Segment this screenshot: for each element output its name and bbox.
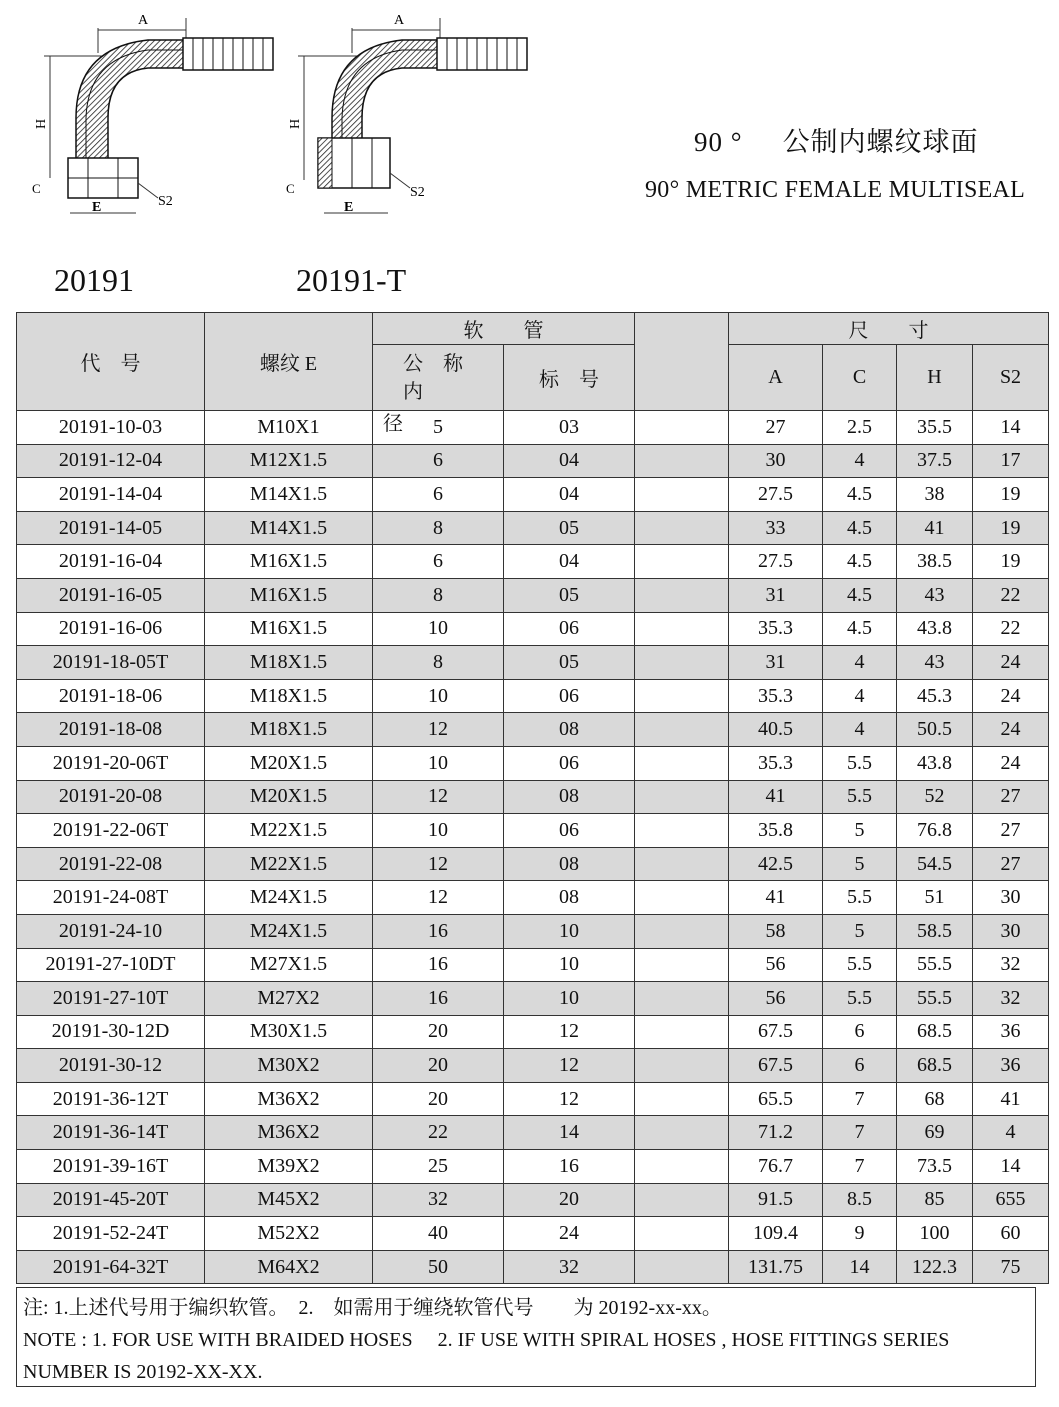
cell-thread: M14X1.5	[205, 478, 373, 512]
table-row	[17, 1217, 1049, 1251]
cell-hose-id: 10	[373, 814, 504, 848]
cell-blank	[635, 780, 729, 814]
cell-hose-dash: 04	[504, 444, 635, 478]
cell-a: 40.5	[729, 713, 823, 747]
model-number-20191-t: 20191-T	[296, 262, 407, 298]
cell-a: 41	[729, 780, 823, 814]
cell-hose-id: 40	[373, 1217, 504, 1251]
title-cn-text: 公制内螺纹球面	[782, 127, 979, 157]
cell-code: 20191-30-12	[17, 1049, 205, 1083]
cell-h: 43	[897, 578, 973, 612]
cell-s2: 60	[973, 1217, 1049, 1251]
cell-c: 8.5	[823, 1183, 897, 1217]
dim-s2-label: S2	[158, 194, 173, 209]
cell-hose-dash: 10	[504, 914, 635, 948]
title-chinese	[694, 120, 979, 159]
cell-h: 52	[897, 780, 973, 814]
dim-s2-label: S2	[410, 185, 425, 200]
cell-hose-id: 12	[373, 881, 504, 915]
cell-a: 27.5	[729, 478, 823, 512]
cell-hose-dash: 32	[504, 1250, 635, 1284]
cell-c: 7	[823, 1082, 897, 1116]
table-row	[17, 578, 1049, 612]
cell-blank	[635, 411, 729, 445]
cell-code: 20191-14-05	[17, 511, 205, 545]
header-hose-id: 公 称 内	[373, 345, 504, 411]
cell-a: 31	[729, 578, 823, 612]
cell-s2: 22	[973, 578, 1049, 612]
cell-blank	[635, 713, 729, 747]
cell-c: 4.5	[823, 578, 897, 612]
cell-code: 20191-16-05	[17, 578, 205, 612]
table-row	[17, 1116, 1049, 1150]
table-row	[17, 1183, 1049, 1217]
cell-blank	[635, 1116, 729, 1150]
cell-code: 20191-45-20T	[17, 1183, 205, 1217]
cell-hose-id: 32	[373, 1183, 504, 1217]
header-hose-dash: 标 号	[504, 345, 635, 411]
cell-s2: 41	[973, 1082, 1049, 1116]
title-degree: 90 °	[694, 127, 743, 157]
cell-thread: M64X2	[205, 1250, 373, 1284]
table-row	[17, 411, 1049, 445]
cell-h: 50.5	[897, 713, 973, 747]
cell-code: 20191-27-10DT	[17, 948, 205, 982]
table-row	[17, 780, 1049, 814]
cell-code: 20191-36-14T	[17, 1116, 205, 1150]
cell-a: 31	[729, 646, 823, 680]
cell-a: 35.3	[729, 612, 823, 646]
cell-hose-id: 22	[373, 1116, 504, 1150]
cell-hose-id	[373, 411, 504, 445]
cell-hose-id: 10	[373, 612, 504, 646]
cell-h: 73.5	[897, 1150, 973, 1184]
cell-h: 100	[897, 1217, 973, 1251]
cell-a: 27.5	[729, 545, 823, 579]
cell-blank	[635, 578, 729, 612]
cell-h: 122.3	[897, 1250, 973, 1284]
cell-thread: M14X1.5	[205, 511, 373, 545]
cell-h: 43.8	[897, 746, 973, 780]
table-row	[17, 982, 1049, 1016]
cell-hose-dash: 20	[504, 1183, 635, 1217]
cell-c: 9	[823, 1217, 897, 1251]
cell-s2: 32	[973, 948, 1049, 982]
table-row	[17, 1082, 1049, 1116]
cell-blank	[635, 914, 729, 948]
header-blank	[635, 313, 729, 411]
title-english: 90° METRIC FEMALE MULTISEAL	[645, 177, 1026, 203]
cell-s2: 36	[973, 1015, 1049, 1049]
cell-a: 56	[729, 948, 823, 982]
cell-code: 20191-22-06T	[17, 814, 205, 848]
cell-hose-dash: 16	[504, 1150, 635, 1184]
cell-c: 5.5	[823, 881, 897, 915]
cell-code: 20191-64-32T	[17, 1250, 205, 1284]
cell-a: 109.4	[729, 1217, 823, 1251]
cell-a: 131.75	[729, 1250, 823, 1284]
table-row	[17, 1250, 1049, 1284]
cell-thread: M24X1.5	[205, 881, 373, 915]
cell-hose-id: 16	[373, 982, 504, 1016]
cell-thread: M10X1	[205, 411, 373, 445]
cell-thread: M45X2	[205, 1183, 373, 1217]
header-hose-id-tail: 径	[383, 413, 403, 435]
cell-code: 20191-10-03	[17, 411, 205, 445]
cell-c: 2.5	[823, 411, 897, 445]
cell-hose-id: 12	[373, 847, 504, 881]
cell-code: 20191-36-12T	[17, 1082, 205, 1116]
cell-s2: 14	[973, 1150, 1049, 1184]
cell-blank	[635, 545, 729, 579]
cell-blank	[635, 1217, 729, 1251]
cell-code: 20191-27-10T	[17, 982, 205, 1016]
cell-hose-id: 50	[373, 1250, 504, 1284]
cell-h: 68.5	[897, 1049, 973, 1083]
table-row	[17, 1150, 1049, 1184]
cell-code: 20191-18-05T	[17, 646, 205, 680]
cell-c: 7	[823, 1150, 897, 1184]
cell-a: 27	[729, 411, 823, 445]
cell-c: 5.5	[823, 948, 897, 982]
cell-a: 91.5	[729, 1183, 823, 1217]
cell-hose-dash: 14	[504, 1116, 635, 1150]
cell-hose-id: 12	[373, 780, 504, 814]
table-row	[17, 847, 1049, 881]
cell-blank	[635, 478, 729, 512]
cell-h: 41	[897, 511, 973, 545]
cell-thread: M12X1.5	[205, 444, 373, 478]
cell-c: 5.5	[823, 982, 897, 1016]
cell-c: 5	[823, 914, 897, 948]
cell-thread: M16X1.5	[205, 545, 373, 579]
cell-hose-dash: 04	[504, 478, 635, 512]
header-code: 代 号	[17, 313, 205, 411]
cell-c: 4.5	[823, 612, 897, 646]
cell-hose-dash: 06	[504, 814, 635, 848]
cell-hose-id: 25	[373, 1150, 504, 1184]
cell-thread: M52X2	[205, 1217, 373, 1251]
cell-thread: M36X2	[205, 1082, 373, 1116]
dim-e-label: E	[92, 200, 102, 215]
cell-blank	[635, 679, 729, 713]
table-row	[17, 814, 1049, 848]
cell-blank	[635, 612, 729, 646]
cell-blank	[635, 814, 729, 848]
cell-thread: M18X1.5	[205, 679, 373, 713]
cell-code: 20191-52-24T	[17, 1217, 205, 1251]
cell-a: 35.8	[729, 814, 823, 848]
cell-h: 37.5	[897, 444, 973, 478]
cell-code: 20191-18-06	[17, 679, 205, 713]
table-row	[17, 1015, 1049, 1049]
header-h: H	[897, 345, 973, 411]
table-row	[17, 1049, 1049, 1083]
table-row	[17, 612, 1049, 646]
cell-c: 4	[823, 679, 897, 713]
cell-hose-dash: 05	[504, 511, 635, 545]
cell-thread: M16X1.5	[205, 612, 373, 646]
cell-thread: M27X2	[205, 982, 373, 1016]
cell-hose-id: 8	[373, 646, 504, 680]
cell-hose-dash: 24	[504, 1217, 635, 1251]
cell-s2: 655	[973, 1183, 1049, 1217]
cell-thread: M22X1.5	[205, 814, 373, 848]
cell-blank	[635, 1150, 729, 1184]
cell-h: 55.5	[897, 982, 973, 1016]
cell-c: 4	[823, 713, 897, 747]
cell-c: 5.5	[823, 780, 897, 814]
cell-s2: 19	[973, 545, 1049, 579]
cell-code: 20191-12-04	[17, 444, 205, 478]
cell-s2: 24	[973, 713, 1049, 747]
cell-h: 85	[897, 1183, 973, 1217]
note-english-line2: NUMBER IS 20192-XX-XX.	[23, 1361, 263, 1383]
cell-thread: M30X2	[205, 1049, 373, 1083]
dim-a-label: A	[394, 13, 405, 28]
cell-code: 20191-24-08T	[17, 881, 205, 915]
cell-c: 4.5	[823, 478, 897, 512]
table-row	[17, 646, 1049, 680]
cell-s2: 32	[973, 982, 1049, 1016]
cell-thread: M30X1.5	[205, 1015, 373, 1049]
cell-thread: M18X1.5	[205, 713, 373, 747]
cell-hose-id: 16	[373, 948, 504, 982]
cell-h: 35.5	[897, 411, 973, 445]
cell-a: 56	[729, 982, 823, 1016]
cell-code: 20191-16-04	[17, 545, 205, 579]
cell-h: 55.5	[897, 948, 973, 982]
dim-h-label: H	[34, 118, 49, 129]
table-row	[17, 478, 1049, 512]
cell-c: 5	[823, 814, 897, 848]
header-thread: 螺纹 E	[205, 313, 373, 411]
cell-a: 67.5	[729, 1015, 823, 1049]
cell-s2: 75	[973, 1250, 1049, 1284]
cell-a: 65.5	[729, 1082, 823, 1116]
cell-a: 76.7	[729, 1150, 823, 1184]
cell-s2: 30	[973, 881, 1049, 915]
cell-h: 51	[897, 881, 973, 915]
cell-a: 30	[729, 444, 823, 478]
cell-hose-dash: 06	[504, 746, 635, 780]
table-row	[17, 914, 1049, 948]
header-a: A	[729, 345, 823, 411]
cell-code: 20191-16-06	[17, 612, 205, 646]
table-row	[17, 881, 1049, 915]
cell-code: 20191-39-16T	[17, 1150, 205, 1184]
cell-c: 4	[823, 646, 897, 680]
header-c: C	[823, 345, 897, 411]
cell-c: 4.5	[823, 545, 897, 579]
table-row	[17, 948, 1049, 982]
cell-s2: 14	[973, 411, 1049, 445]
header-hose: 软 管	[373, 313, 635, 345]
cell-c: 5	[823, 847, 897, 881]
cell-hose-dash: 04	[504, 545, 635, 579]
cell-blank	[635, 847, 729, 881]
cell-a: 35.3	[729, 679, 823, 713]
cell-hose-dash: 12	[504, 1049, 635, 1083]
cell-hose-id-value: 5	[433, 415, 443, 438]
cell-s2: 27	[973, 814, 1049, 848]
cell-c: 7	[823, 1116, 897, 1150]
cell-a: 67.5	[729, 1049, 823, 1083]
cell-h: 38.5	[897, 545, 973, 579]
cell-hose-dash: 10	[504, 948, 635, 982]
cell-hose-id: 10	[373, 679, 504, 713]
cell-hose-dash: 03	[504, 411, 635, 445]
cell-h: 45.3	[897, 679, 973, 713]
dim-h-label: H	[288, 118, 303, 129]
cell-thread: M39X2	[205, 1150, 373, 1184]
cell-h: 43	[897, 646, 973, 680]
cell-blank	[635, 881, 729, 915]
cell-hose-id: 20	[373, 1082, 504, 1116]
cell-c: 6	[823, 1015, 897, 1049]
cell-code: 20191-22-08	[17, 847, 205, 881]
cell-thread: M20X1.5	[205, 746, 373, 780]
cell-s2: 24	[973, 679, 1049, 713]
cell-s2: 19	[973, 478, 1049, 512]
cell-hose-id: 6	[373, 444, 504, 478]
cell-blank	[635, 948, 729, 982]
cell-blank	[635, 646, 729, 680]
cell-blank	[635, 1015, 729, 1049]
cell-s2: 27	[973, 780, 1049, 814]
cell-blank	[635, 511, 729, 545]
header-dimensions: 尺 寸	[729, 313, 1049, 345]
cell-code: 20191-24-10	[17, 914, 205, 948]
cell-hose-dash: 08	[504, 713, 635, 747]
cell-s2: 30	[973, 914, 1049, 948]
table-row	[17, 444, 1049, 478]
cell-hose-id: 8	[373, 578, 504, 612]
cell-c: 5.5	[823, 746, 897, 780]
cell-h: 69	[897, 1116, 973, 1150]
cell-s2: 4	[973, 1116, 1049, 1150]
cell-h: 38	[897, 478, 973, 512]
cell-hose-id: 20	[373, 1049, 504, 1083]
cell-c: 4	[823, 444, 897, 478]
cell-a: 58	[729, 914, 823, 948]
cell-blank	[635, 1049, 729, 1083]
cell-code: 20191-18-08	[17, 713, 205, 747]
cell-a: 42.5	[729, 847, 823, 881]
cell-h: 54.5	[897, 847, 973, 881]
cell-blank	[635, 1082, 729, 1116]
table-row	[17, 746, 1049, 780]
cell-h: 68.5	[897, 1015, 973, 1049]
table-row	[17, 713, 1049, 747]
cell-a: 41	[729, 881, 823, 915]
cell-code: 20191-14-04	[17, 478, 205, 512]
cell-thread: M22X1.5	[205, 847, 373, 881]
header-s2: S2	[973, 345, 1049, 411]
cell-code: 20191-30-12D	[17, 1015, 205, 1049]
table-row	[17, 679, 1049, 713]
cell-thread: M36X2	[205, 1116, 373, 1150]
cell-hose-dash: 12	[504, 1082, 635, 1116]
cell-hose-dash: 08	[504, 780, 635, 814]
cell-thread: M24X1.5	[205, 914, 373, 948]
cell-hose-id: 8	[373, 511, 504, 545]
cell-thread: M16X1.5	[205, 578, 373, 612]
cell-thread: M20X1.5	[205, 780, 373, 814]
cell-a: 71.2	[729, 1116, 823, 1150]
spec-table	[16, 312, 1049, 1284]
cell-blank	[635, 1250, 729, 1284]
dim-a-label: A	[138, 13, 149, 28]
cell-hose-id: 10	[373, 746, 504, 780]
cell-s2: 19	[973, 511, 1049, 545]
dim-c-label: C	[32, 181, 41, 196]
cell-h: 68	[897, 1082, 973, 1116]
cell-c: 4.5	[823, 511, 897, 545]
cell-s2: 17	[973, 444, 1049, 478]
cell-hose-dash: 05	[504, 578, 635, 612]
cell-c: 6	[823, 1049, 897, 1083]
cell-hose-id: 16	[373, 914, 504, 948]
cell-a: 35.3	[729, 746, 823, 780]
spec-table-body	[17, 411, 1049, 1284]
cell-h: 58.5	[897, 914, 973, 948]
notes	[16, 1287, 1036, 1387]
cell-hose-id: 6	[373, 545, 504, 579]
cell-h: 43.8	[897, 612, 973, 646]
cell-code: 20191-20-08	[17, 780, 205, 814]
cell-blank	[635, 444, 729, 478]
cell-s2: 27	[973, 847, 1049, 881]
dim-e-label: E	[344, 200, 354, 215]
fitting-drawing-20191-t	[282, 8, 542, 223]
model-number-20191: 20191	[54, 262, 134, 298]
cell-hose-dash: 08	[504, 881, 635, 915]
cell-s2: 22	[973, 612, 1049, 646]
cell-h: 76.8	[897, 814, 973, 848]
cell-blank	[635, 1183, 729, 1217]
cell-s2: 36	[973, 1049, 1049, 1083]
cell-blank	[635, 746, 729, 780]
table-row	[17, 511, 1049, 545]
cell-hose-dash: 10	[504, 982, 635, 1016]
cell-code: 20191-20-06T	[17, 746, 205, 780]
cell-hose-id: 6	[373, 478, 504, 512]
cell-thread: M27X1.5	[205, 948, 373, 982]
cell-hose-dash: 06	[504, 679, 635, 713]
cell-a: 33	[729, 511, 823, 545]
dim-c-label: C	[286, 181, 295, 196]
cell-c: 14	[823, 1250, 897, 1284]
note-chinese: 注: 1.上述代号用于编织软管。 2. 如需用于缠绕软管代号 为 20192-xx-xx。	[23, 1297, 722, 1319]
cell-s2: 24	[973, 746, 1049, 780]
cell-hose-dash: 12	[504, 1015, 635, 1049]
note-english-line1: NOTE : 1. FOR USE WITH BRAIDED HOSES 2. IF USE WITH SPIRAL HOSES , HOSE FITTINGS SERIES	[23, 1329, 950, 1351]
cell-hose-dash: 05	[504, 646, 635, 680]
cell-hose-dash: 06	[504, 612, 635, 646]
cell-hose-id: 20	[373, 1015, 504, 1049]
fitting-drawing-20191	[28, 8, 288, 223]
cell-s2: 24	[973, 646, 1049, 680]
cell-thread: M18X1.5	[205, 646, 373, 680]
cell-hose-dash: 08	[504, 847, 635, 881]
cell-hose-id: 12	[373, 713, 504, 747]
cell-blank	[635, 982, 729, 1016]
table-row	[17, 545, 1049, 579]
